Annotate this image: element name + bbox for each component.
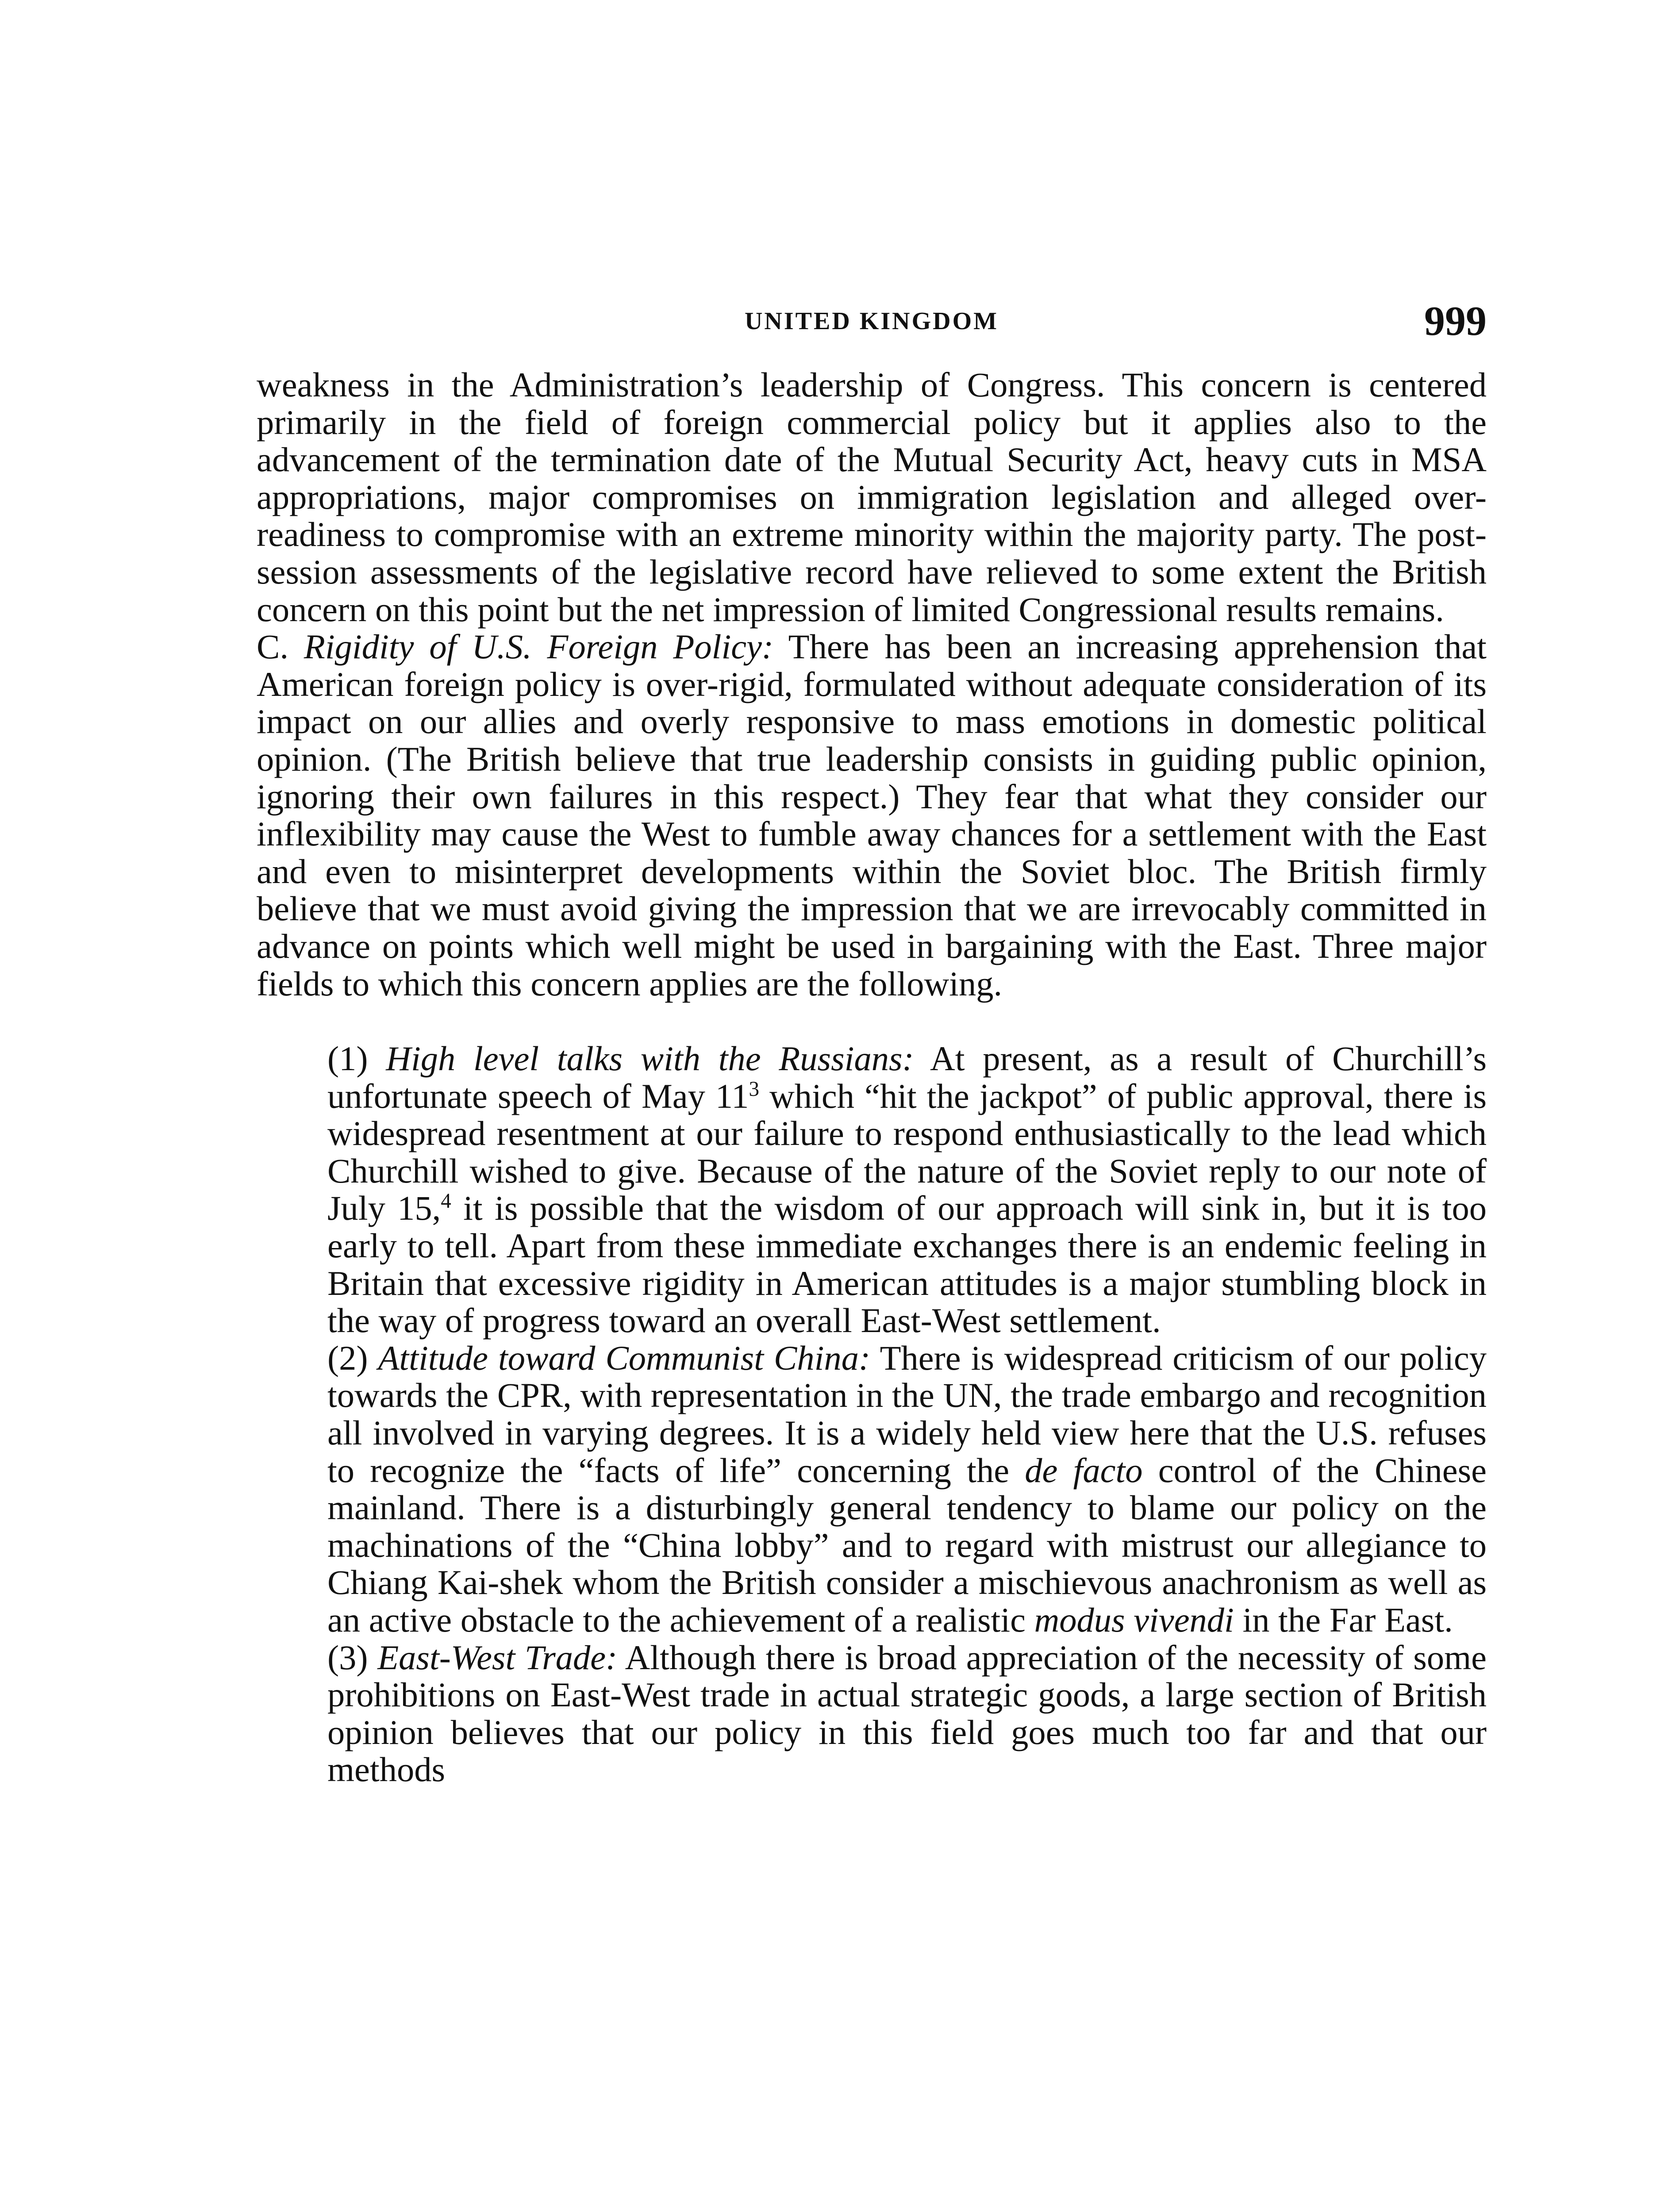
item-heading: East-West Trade: xyxy=(377,1638,618,1677)
footnote-ref-4: 4 xyxy=(441,1190,451,1213)
paragraph-rigidity xyxy=(257,628,1487,1002)
paragraph-text: weakness in the Administration’s leadership of Congress. This concern is centered primarily in the field of foreign commercial policy but it applies also to the advancement of the termination date of the Mutual Security Act, heavy cuts in MSA appropriations, major compromises on immigration legislation and alleged over-readiness to compromise with an extreme minority within the majority party. The post-session assessments of the legislative record have relieved to some extent the British concern on this point but the net impression of limited Congressional results remains. xyxy=(257,365,1487,629)
item-italic: modus vivendi xyxy=(1034,1601,1234,1639)
item-label: (2) xyxy=(327,1338,368,1377)
running-head xyxy=(257,297,1487,346)
item-text: At present, as a result of Churchill’s unfortunate speech of May 11 xyxy=(327,1039,1487,1115)
item-text: in the Far East. xyxy=(1234,1601,1453,1639)
item-text: Although there is broad appreciation of the necessity of some prohibitions on East-West trade in actual strategic goods, a large section of British opinion believes that our policy in this field goes much too far and that our methods xyxy=(327,1638,1487,1789)
item-text: There is widespread criticism of our policy towards the CPR, with representation in the UN, the trade embargo and recognition all involved in varying degrees. It is a widely held view here that the U.S. refuses to recognize the “facts of life” concerning the xyxy=(327,1338,1487,1490)
item-label: (3) xyxy=(327,1638,368,1677)
list-item-east-west-trade xyxy=(327,1639,1487,1789)
paragraph-text: There has been an increasing apprehension that American foreign policy is over-rigid, formulated without adequate consideration of its impact on our allies and overly responsive to mass emotions in domestic political opinion. (The British believe that true leadership consists in guiding public opinion, ignoring their own failures in this respect.) They fear that what they consider our inflexibility may cause the West to fumble away chances for a settlement with the East and even to misinterpret developments within the Soviet bloc. The British firmly believe that we must avoid giving the impression that we are irrevocably committed in advance on points which well might be used in bargaining with the East. Three major fields to which this concern applies are the following. xyxy=(257,627,1487,1003)
footnote-ref-3: 3 xyxy=(749,1077,760,1101)
section-label: C. xyxy=(257,627,288,666)
running-title: UNITED KINGDOM xyxy=(744,307,999,335)
list-item-high-level-talks xyxy=(327,1040,1487,1340)
item-heading: Attitude toward Communist China: xyxy=(378,1338,871,1377)
item-heading: High level talks with the Russians: xyxy=(386,1039,914,1078)
paragraph-continuation xyxy=(257,366,1487,628)
body-text xyxy=(257,366,1487,1789)
item-text: which “hit the jackpot” of public approval, there is widespread resentment at our failure to respond enthusiastically to the lead which Churchill wished to give. Because of the nature of the Soviet reply to our note of July 15, xyxy=(327,1076,1487,1228)
item-text: it is possible that the wisdom of our approach will sink in, but it is too early to tell. Apart from these immediate exchanges there is an endemic feeling in Britain that excessive rigidity in American attitudes is a major stumbling block in the way of progress toward an overall East-West settlement. xyxy=(327,1189,1487,1340)
section-heading: Rigidity of U.S. Foreign Policy: xyxy=(304,627,774,666)
list-item-communist-china xyxy=(327,1340,1487,1639)
item-italic: de facto xyxy=(1025,1451,1143,1490)
item-text: control of the Chinese mainland. There is a disturbingly general tendency to blame our policy on the machinations of the “China lobby” and to regard with mistrust our allegiance to Chiang Kai-shek whom the British consider a mischievous anachronism as well as an active obstacle to the achievement of a realistic xyxy=(327,1451,1487,1639)
page-number: 999 xyxy=(1424,298,1487,344)
item-label: (1) xyxy=(327,1039,368,1078)
